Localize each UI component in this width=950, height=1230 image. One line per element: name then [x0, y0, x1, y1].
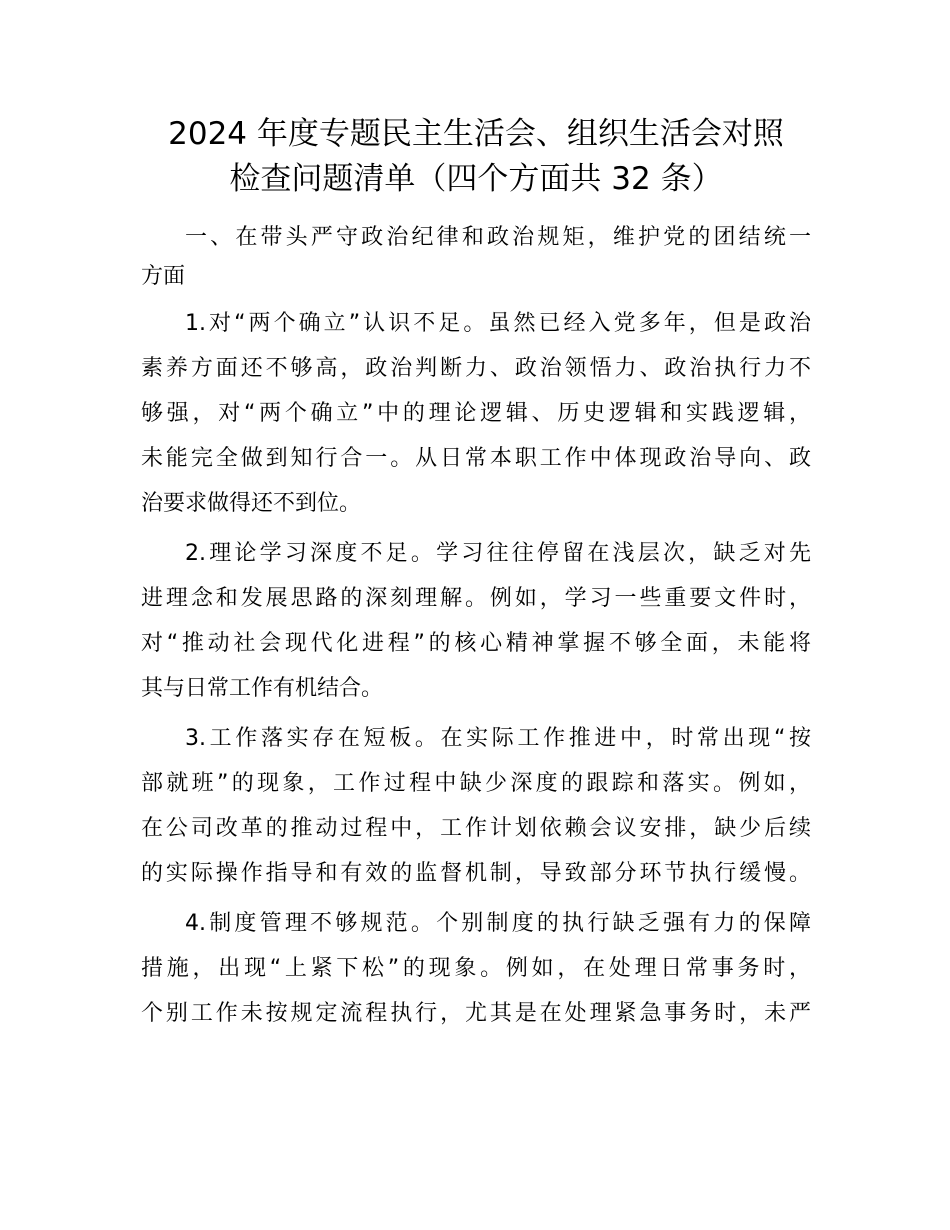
title-line: 2024 年度专题民主生活会、组织生活会对照 — [168, 116, 784, 152]
heading-line: 一、在带头严守政治纪律和政治规矩，维护党的团结统一 — [185, 225, 811, 250]
title-line: 检查问题清单（四个方面共 32 条） — [229, 161, 723, 197]
text-line: 对“推动社会现代化进程”的核心精神掌握不够全面，未能将 — [141, 631, 811, 656]
paragraph-3 — [141, 716, 811, 896]
text-line: 治要求做得还不到位。 — [141, 491, 362, 516]
text-line: 的实际操作指导和有效的监督机制，导致部分环节执行缓慢。 — [141, 861, 811, 886]
text-line: 够强，对“两个确立”中的理论逻辑、历史逻辑和实践逻辑， — [141, 401, 811, 426]
heading-line: 方面 — [141, 264, 186, 289]
section-heading — [141, 218, 811, 296]
text-line: 个别工作未按规定流程执行，尤其是在处理紧急事务时，未严 — [141, 1001, 811, 1026]
text-line: 措施，出现“上紧下松”的现象。例如，在处理日常事务时， — [141, 956, 811, 981]
text-line: 1.对“两个确立”认识不足。虽然已经入党多年，但是政治 — [185, 311, 811, 336]
document-title — [121, 112, 831, 202]
text-line: 未能完全做到知行合一。从日常本职工作中体现政治导向、政 — [141, 446, 811, 471]
paragraph-1 — [141, 301, 811, 526]
text-line: 在公司改革的推动过程中，工作计划依赖会议安排，缺少后续 — [141, 816, 811, 841]
paragraph-2 — [141, 531, 811, 711]
text-line: 3.工作落实存在短板。在实际工作推进中，时常出现“按 — [185, 726, 811, 751]
paragraph-4 — [141, 901, 811, 1036]
text-line: 素养方面还不够高，政治判断力、政治领悟力、政治执行力不 — [141, 356, 811, 381]
text-line: 4.制度管理不够规范。个别制度的执行缺乏强有力的保障 — [185, 911, 811, 936]
text-line: 其与日常工作有机结合。 — [141, 676, 384, 701]
text-line: 进理念和发展思路的深刻理解。例如，学习一些重要文件时， — [141, 586, 811, 611]
text-line: 部就班”的现象，工作过程中缺少深度的跟踪和落实。例如， — [141, 771, 811, 796]
text-line: 2.理论学习深度不足。学习往往停留在浅层次，缺乏对先 — [185, 541, 811, 566]
document-page — [141, 112, 811, 1041]
